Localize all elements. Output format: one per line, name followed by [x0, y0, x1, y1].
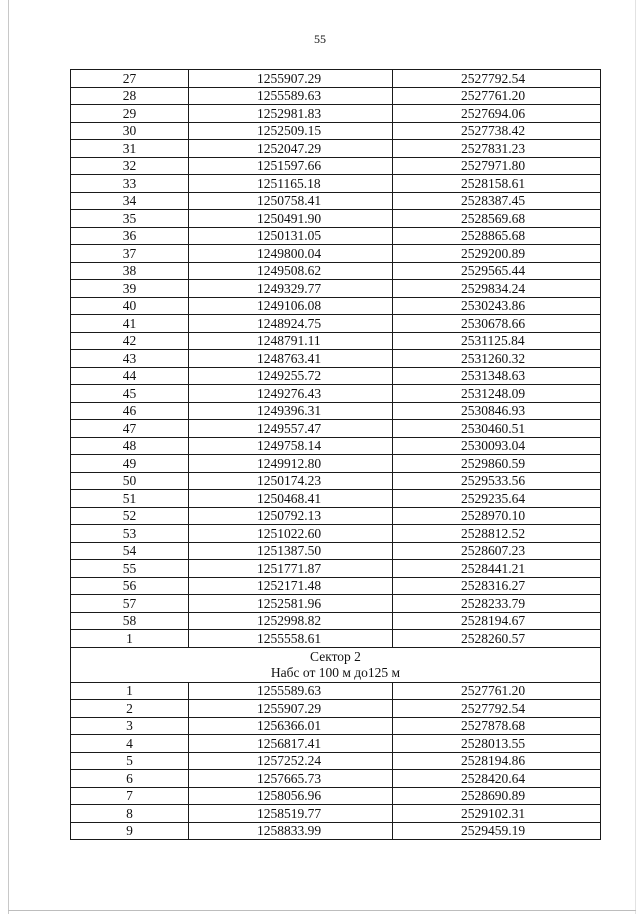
x-coordinate-cell: 1256817.41 [189, 735, 393, 753]
x-coordinate-cell: 1249557.47 [189, 420, 393, 438]
x-coordinate-cell: 1258833.99 [189, 822, 393, 840]
point-number-cell: 2 [71, 700, 189, 718]
point-number-cell: 57 [71, 595, 189, 613]
y-coordinate-cell: 2528812.52 [393, 525, 601, 543]
x-coordinate-cell: 1248924.75 [189, 315, 393, 333]
x-coordinate-cell: 1249912.80 [189, 455, 393, 473]
x-coordinate-cell: 1249800.04 [189, 245, 393, 263]
point-number-cell: 42 [71, 332, 189, 350]
table-row [71, 542, 601, 560]
table-row [71, 70, 601, 88]
table-row [71, 577, 601, 595]
y-coordinate-cell: 2528441.21 [393, 560, 601, 578]
x-coordinate-cell: 1252509.15 [189, 122, 393, 140]
x-coordinate-cell: 1249106.08 [189, 297, 393, 315]
point-number-cell: 6 [71, 770, 189, 788]
table-row [71, 455, 601, 473]
y-coordinate-cell: 2527878.68 [393, 717, 601, 735]
point-number-cell: 32 [71, 157, 189, 175]
x-coordinate-cell: 1249255.72 [189, 367, 393, 385]
x-coordinate-cell: 1258056.96 [189, 787, 393, 805]
y-coordinate-cell: 2529860.59 [393, 455, 601, 473]
y-coordinate-cell: 2531260.32 [393, 350, 601, 368]
table-row [71, 700, 601, 718]
table-row [71, 87, 601, 105]
table-row [71, 525, 601, 543]
y-coordinate-cell: 2531248.09 [393, 385, 601, 403]
x-coordinate-cell: 1248791.11 [189, 332, 393, 350]
x-coordinate-cell: 1255558.61 [189, 630, 393, 648]
point-number-cell: 47 [71, 420, 189, 438]
x-coordinate-cell: 1252581.96 [189, 595, 393, 613]
point-number-cell: 9 [71, 822, 189, 840]
point-number-cell: 40 [71, 297, 189, 315]
x-coordinate-cell: 1251165.18 [189, 175, 393, 193]
y-coordinate-cell: 2527792.54 [393, 70, 601, 88]
y-coordinate-cell: 2527831.23 [393, 140, 601, 158]
x-coordinate-cell: 1258519.77 [189, 805, 393, 823]
point-number-cell: 29 [71, 105, 189, 123]
table-row [71, 175, 601, 193]
table-row [71, 717, 601, 735]
x-coordinate-cell: 1248763.41 [189, 350, 393, 368]
point-number-cell: 7 [71, 787, 189, 805]
y-coordinate-cell: 2527761.20 [393, 682, 601, 700]
y-coordinate-cell: 2528970.10 [393, 507, 601, 525]
table-row [71, 332, 601, 350]
y-coordinate-cell: 2527738.42 [393, 122, 601, 140]
y-coordinate-cell: 2528233.79 [393, 595, 601, 613]
point-number-cell: 31 [71, 140, 189, 158]
table-row [71, 560, 601, 578]
table-row [71, 490, 601, 508]
y-coordinate-cell: 2530846.93 [393, 402, 601, 420]
x-coordinate-cell: 1255907.29 [189, 70, 393, 88]
x-coordinate-cell: 1250491.90 [189, 210, 393, 228]
table-row [71, 262, 601, 280]
x-coordinate-cell: 1251771.87 [189, 560, 393, 578]
point-number-cell: 3 [71, 717, 189, 735]
point-number-cell: 28 [71, 87, 189, 105]
sector-title: Сектор 2 [310, 648, 361, 664]
point-number-cell: 8 [71, 805, 189, 823]
point-number-cell: 58 [71, 612, 189, 630]
table-row [71, 192, 601, 210]
y-coordinate-cell: 2530460.51 [393, 420, 601, 438]
table-row [71, 822, 601, 840]
table-row [71, 227, 601, 245]
sector-header-cell [71, 647, 601, 682]
x-coordinate-cell: 1251597.66 [189, 157, 393, 175]
table-row [71, 805, 601, 823]
y-coordinate-cell: 2529834.24 [393, 280, 601, 298]
sector-subtitle: Набс от 100 м до125 м [270, 664, 401, 680]
y-coordinate-cell: 2528194.86 [393, 752, 601, 770]
point-number-cell: 46 [71, 402, 189, 420]
y-coordinate-cell: 2529235.64 [393, 490, 601, 508]
y-coordinate-cell: 2529459.19 [393, 822, 601, 840]
x-coordinate-cell: 1249329.77 [189, 280, 393, 298]
table-row [71, 402, 601, 420]
point-number-cell: 56 [71, 577, 189, 595]
y-coordinate-cell: 2528387.45 [393, 192, 601, 210]
table-row [71, 595, 601, 613]
table-row [71, 752, 601, 770]
table-row [71, 630, 601, 648]
y-coordinate-cell: 2530678.66 [393, 315, 601, 333]
table-row [71, 682, 601, 700]
table-row [71, 385, 601, 403]
coordinates-table-body [71, 70, 601, 840]
point-number-cell: 49 [71, 455, 189, 473]
x-coordinate-cell: 1252047.29 [189, 140, 393, 158]
table-row [71, 122, 601, 140]
point-number-cell: 36 [71, 227, 189, 245]
coordinates-table [70, 69, 601, 840]
point-number-cell: 51 [71, 490, 189, 508]
point-number-cell: 27 [71, 70, 189, 88]
y-coordinate-cell: 2528158.61 [393, 175, 601, 193]
table-row [71, 367, 601, 385]
point-number-cell: 37 [71, 245, 189, 263]
y-coordinate-cell: 2527792.54 [393, 700, 601, 718]
y-coordinate-cell: 2531348.63 [393, 367, 601, 385]
y-coordinate-cell: 2528690.89 [393, 787, 601, 805]
x-coordinate-cell: 1250792.13 [189, 507, 393, 525]
y-coordinate-cell: 2527694.06 [393, 105, 601, 123]
table-row [71, 612, 601, 630]
y-coordinate-cell: 2527971.80 [393, 157, 601, 175]
point-number-cell: 44 [71, 367, 189, 385]
table-row [71, 350, 601, 368]
page-edge-left [8, 0, 9, 914]
point-number-cell: 4 [71, 735, 189, 753]
table-row [71, 297, 601, 315]
y-coordinate-cell: 2527761.20 [393, 87, 601, 105]
table-row [71, 420, 601, 438]
point-number-cell: 33 [71, 175, 189, 193]
table-row [71, 140, 601, 158]
x-coordinate-cell: 1252171.48 [189, 577, 393, 595]
y-coordinate-cell: 2529102.31 [393, 805, 601, 823]
point-number-cell: 50 [71, 472, 189, 490]
table-row [71, 787, 601, 805]
point-number-cell: 35 [71, 210, 189, 228]
x-coordinate-cell: 1255589.63 [189, 87, 393, 105]
table-row [71, 472, 601, 490]
table-row [71, 437, 601, 455]
table-row [71, 157, 601, 175]
table-row [71, 770, 601, 788]
x-coordinate-cell: 1255589.63 [189, 682, 393, 700]
x-coordinate-cell: 1249758.14 [189, 437, 393, 455]
x-coordinate-cell: 1250758.41 [189, 192, 393, 210]
x-coordinate-cell: 1257252.24 [189, 752, 393, 770]
page-edge-bottom [8, 910, 636, 911]
x-coordinate-cell: 1250131.05 [189, 227, 393, 245]
point-number-cell: 1 [71, 630, 189, 648]
table-row [71, 280, 601, 298]
y-coordinate-cell: 2528607.23 [393, 542, 601, 560]
y-coordinate-cell: 2528865.68 [393, 227, 601, 245]
x-coordinate-cell: 1250174.23 [189, 472, 393, 490]
point-number-cell: 53 [71, 525, 189, 543]
x-coordinate-cell: 1257665.73 [189, 770, 393, 788]
point-number-cell: 48 [71, 437, 189, 455]
table-row [71, 735, 601, 753]
point-number-cell: 1 [71, 682, 189, 700]
point-number-cell: 39 [71, 280, 189, 298]
y-coordinate-cell: 2528013.55 [393, 735, 601, 753]
point-number-cell: 38 [71, 262, 189, 280]
x-coordinate-cell: 1252981.83 [189, 105, 393, 123]
y-coordinate-cell: 2531125.84 [393, 332, 601, 350]
point-number-cell: 52 [71, 507, 189, 525]
page-number: 55 [314, 32, 326, 46]
point-number-cell: 34 [71, 192, 189, 210]
table-row [71, 507, 601, 525]
point-number-cell: 45 [71, 385, 189, 403]
x-coordinate-cell: 1251387.50 [189, 542, 393, 560]
y-coordinate-cell: 2529565.44 [393, 262, 601, 280]
y-coordinate-cell: 2530093.04 [393, 437, 601, 455]
x-coordinate-cell: 1255907.29 [189, 700, 393, 718]
x-coordinate-cell: 1249396.31 [189, 402, 393, 420]
y-coordinate-cell: 2529533.56 [393, 472, 601, 490]
x-coordinate-cell: 1252998.82 [189, 612, 393, 630]
table-row [71, 210, 601, 228]
sector-header-row [71, 647, 601, 682]
point-number-cell: 55 [71, 560, 189, 578]
y-coordinate-cell: 2528420.64 [393, 770, 601, 788]
y-coordinate-cell: 2528569.68 [393, 210, 601, 228]
y-coordinate-cell: 2528194.67 [393, 612, 601, 630]
y-coordinate-cell: 2530243.86 [393, 297, 601, 315]
x-coordinate-cell: 1251022.60 [189, 525, 393, 543]
y-coordinate-cell: 2528260.57 [393, 630, 601, 648]
table-row [71, 315, 601, 333]
x-coordinate-cell: 1249276.43 [189, 385, 393, 403]
table-row [71, 105, 601, 123]
y-coordinate-cell: 2529200.89 [393, 245, 601, 263]
x-coordinate-cell: 1250468.41 [189, 490, 393, 508]
point-number-cell: 43 [71, 350, 189, 368]
y-coordinate-cell: 2528316.27 [393, 577, 601, 595]
point-number-cell: 5 [71, 752, 189, 770]
table-row [71, 245, 601, 263]
page-edge-right [635, 0, 636, 914]
x-coordinate-cell: 1256366.01 [189, 717, 393, 735]
x-coordinate-cell: 1249508.62 [189, 262, 393, 280]
point-number-cell: 41 [71, 315, 189, 333]
point-number-cell: 54 [71, 542, 189, 560]
point-number-cell: 30 [71, 122, 189, 140]
